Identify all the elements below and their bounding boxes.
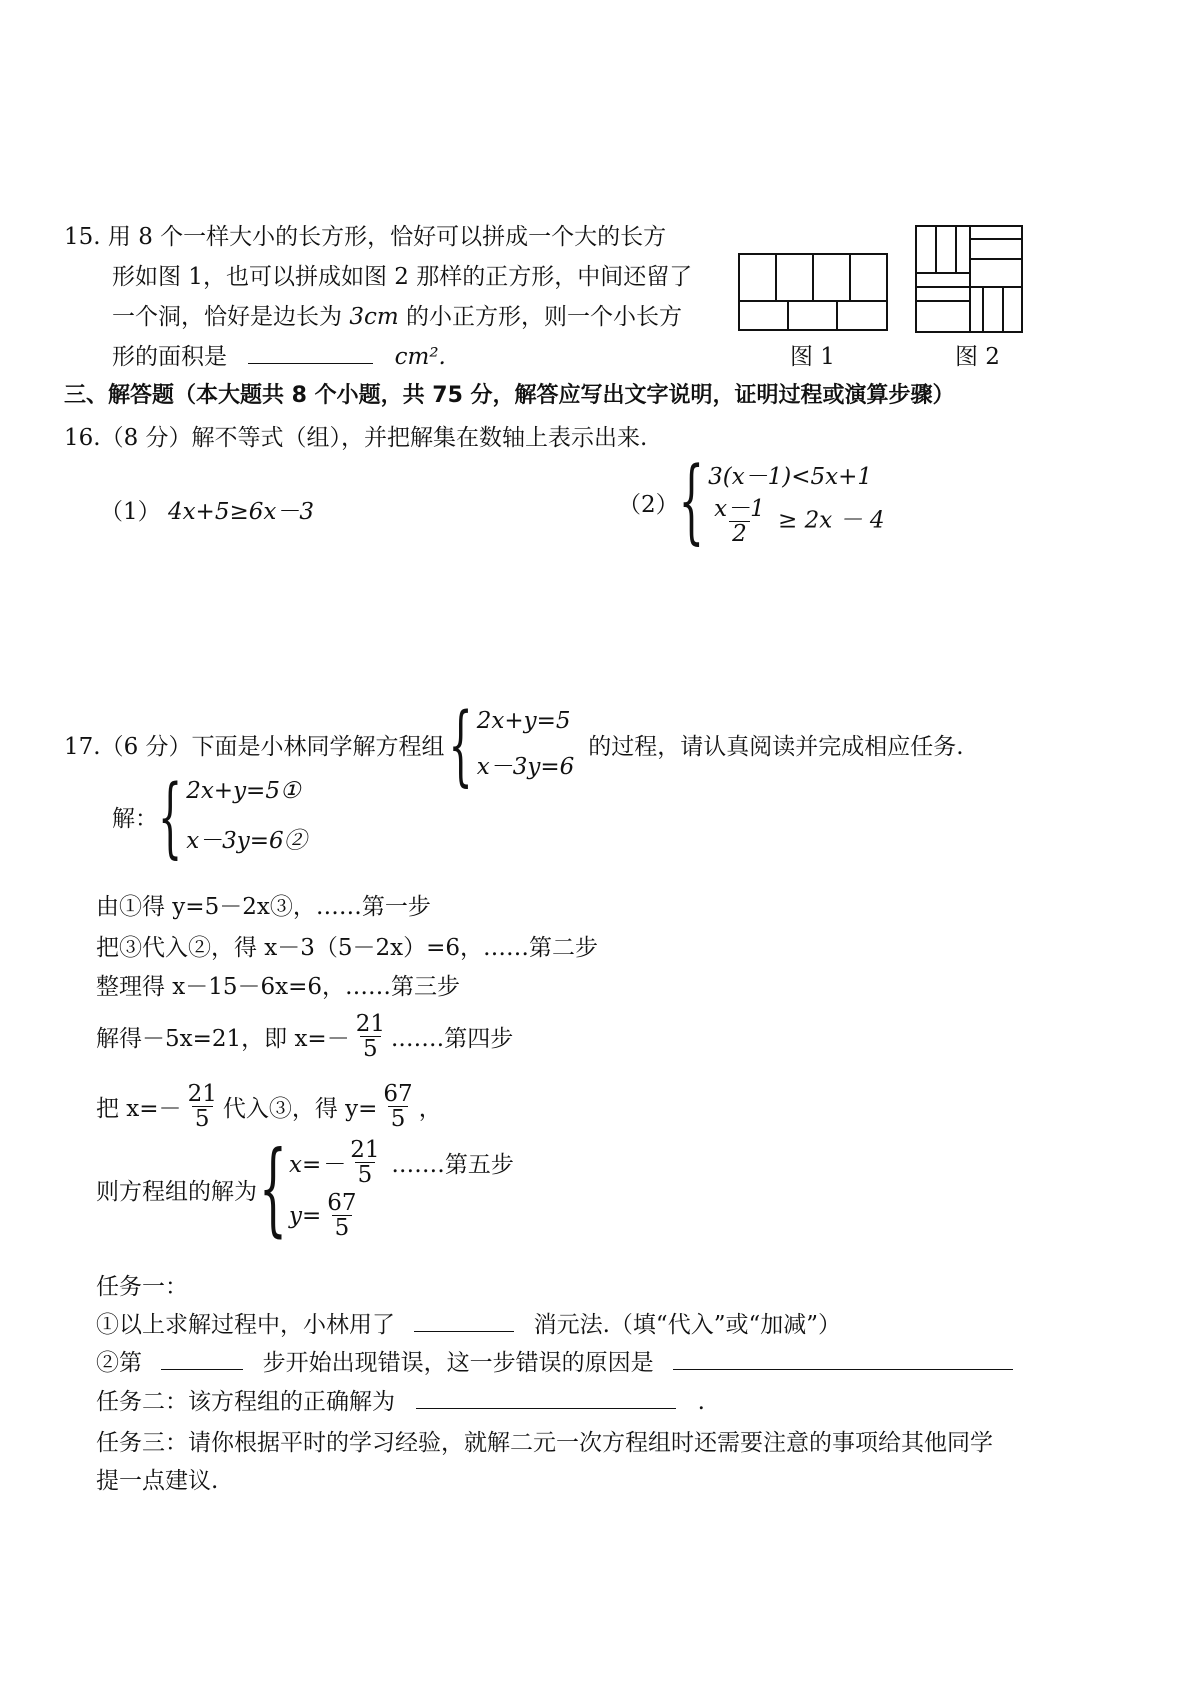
- q17-task1-q2-reason-blank[interactable]: [673, 1347, 1013, 1370]
- q15-text-3c: 的小正方形，则一个小长方: [405, 304, 682, 330]
- q17-step3: 整理得 x－15－6x=6，……第三步: [96, 974, 461, 1000]
- figure-2-diagram: [915, 225, 1025, 335]
- q17-step5-x-numerator: 21: [187, 1081, 217, 1107]
- q15-text-4: 形的面积是: [112, 344, 227, 370]
- q17-task1-q1-text-b: 消元法.（填“代入”或“加减”）: [533, 1312, 841, 1338]
- q17-step5-text-a: 把 x=－: [96, 1096, 182, 1123]
- q17-task1-q1-text-a: ①以上求解过程中，小林用了: [96, 1312, 395, 1338]
- q17-system-eq1: 2x+y=5: [476, 708, 571, 734]
- q17-answer-y-text: y=: [289, 1202, 322, 1229]
- q16-part2-inequality-2-rest: ≥ 2x － 4: [778, 507, 885, 534]
- q17-step4: [96, 1012, 513, 1061]
- q17-solution-label: 解：: [112, 806, 158, 832]
- q17-heading-text-b: 的过程，请认真阅读并完成相应任务.: [588, 734, 964, 760]
- q17-answer-x-numerator: 21: [350, 1137, 380, 1163]
- figure-2-label: 图 2: [955, 344, 1000, 370]
- q16-part2: [618, 449, 885, 556]
- q17-step5-text-c: ，: [418, 1096, 442, 1123]
- q16-part2-fraction: [711, 497, 768, 546]
- q15-number: 15.: [64, 224, 101, 250]
- q17-step5: [96, 1082, 442, 1131]
- q17-heading-text-a: 17.（6 分）下面是小林同学解方程组: [64, 734, 445, 760]
- section-3-heading: 三、解答题（本大题共 8 个小题，共 75 分，解答应写出文字说明，证明过程或演算步骤）: [64, 383, 955, 408]
- q17-step5-fraction-x: [185, 1082, 220, 1131]
- q17-step4-fraction: [353, 1012, 388, 1061]
- q17-step4-denominator: 5: [360, 1036, 381, 1061]
- q17-system-brace: {: [448, 693, 473, 796]
- q17-step5-text-b: 代入③，得 y=: [222, 1096, 378, 1123]
- q17-step4-tail: .……第四步: [390, 1026, 514, 1053]
- q17-solution-eq1: 2x+y=5①: [186, 778, 301, 804]
- q17-answer-y: [289, 1191, 514, 1240]
- q17-task1-q2-text-a: ②第: [96, 1350, 142, 1376]
- q17-step2: 把③代入②，得 x－3（5－2x）=6，……第二步: [96, 935, 599, 961]
- q16-part2-label: （2）: [618, 491, 679, 518]
- q17-answer-label: 则方程组的解为: [96, 1178, 257, 1205]
- q17-task1-q2-step-blank[interactable]: [161, 1347, 243, 1370]
- q17-task2-period: .: [697, 1389, 705, 1415]
- q17-task2: [96, 1383, 705, 1416]
- q16-fraction-numerator: x－1: [714, 496, 765, 522]
- q17-task1-q2: [96, 1344, 1013, 1377]
- figure-1-diagram: [738, 253, 890, 333]
- q17-step4-text: 解得－5x=21，即 x=－: [96, 1026, 350, 1053]
- q17-answer-y-fraction: [324, 1191, 359, 1240]
- q17-system-eq2: x－3y=6: [476, 754, 575, 780]
- q17-answer-tail: .……第五步: [391, 1152, 514, 1179]
- q17-step5-x-denominator: 5: [192, 1106, 213, 1131]
- q17-task1-q1: [96, 1306, 841, 1339]
- q15-side-length: 3cm: [349, 304, 399, 330]
- q17-task3: 任务三：请你根据平时的学习经验，就解二元一次方程组时还需要注意的事项给其他同学: [96, 1430, 993, 1456]
- q16-part2-inequality-1: 3(x－1)<5x+1: [708, 464, 873, 490]
- q17-answer-system: [96, 1130, 514, 1248]
- q16-heading: 16.（8 分）解不等式（组），并把解集在数轴上表示出来.: [64, 425, 648, 451]
- q17-task1-heading: 任务一：: [96, 1274, 188, 1300]
- q17-solution-brace: {: [158, 765, 183, 868]
- q17-task2-blank[interactable]: [416, 1386, 676, 1409]
- q15-text-1: 用 8 个一样大小的长方形，恰好可以拼成一个大的长方: [107, 224, 667, 250]
- q17-task1-q2-text-b: 步开始出现错误，这一步错误的原因是: [262, 1350, 654, 1376]
- q17-step5-fraction-y: [380, 1082, 415, 1131]
- q17-step5-y-numerator: 67: [383, 1081, 413, 1107]
- q16-part2-inequality-2: [708, 497, 884, 546]
- q17-answer-y-numerator: 67: [327, 1190, 357, 1217]
- q17-task1-q1-blank[interactable]: [414, 1309, 514, 1332]
- figure-1-label: 图 1: [790, 344, 835, 370]
- q17-task3-line2: 提一点建议.: [96, 1468, 219, 1494]
- q16-part1: [100, 493, 314, 526]
- q15-answer-blank[interactable]: [248, 341, 373, 364]
- q17-answer-x-denominator: 5: [355, 1162, 376, 1187]
- q15-unit: cm².: [394, 344, 446, 370]
- q17-task2-text: 任务二：该方程组的正确解为: [96, 1389, 395, 1415]
- q15-line2: 形如图 1，也可以拼成如图 2 那样的正方形，中间还留了: [112, 264, 693, 290]
- q17-step1: 由①得 y=5－2x③，……第一步: [96, 894, 431, 920]
- q16-part1-label: （1）: [100, 499, 161, 525]
- q15-line3: [112, 298, 682, 331]
- q17-step5-y-denominator: 5: [388, 1106, 409, 1131]
- q17-solution-system: [112, 765, 307, 868]
- q17-answer-x-fraction: [347, 1138, 382, 1187]
- q15-line1: [64, 218, 666, 251]
- q17-answer-y-denominator: 5: [332, 1215, 353, 1240]
- q16-part1-inequality: 4x+5≥6x－3: [167, 499, 314, 525]
- q17-step4-numerator: 21: [355, 1011, 385, 1037]
- q17-answer-x-text: x=－: [289, 1152, 345, 1179]
- q15-text-3a: 一个洞，恰好是边长为: [112, 304, 342, 330]
- q17-solution-eq2: x－3y=6②: [186, 828, 307, 854]
- q16-system-brace: {: [678, 449, 705, 556]
- q17-answer-brace: {: [259, 1130, 287, 1248]
- q15-line4: [112, 338, 446, 371]
- q17-answer-x: [289, 1138, 514, 1187]
- q16-fraction-denominator: 2: [729, 521, 750, 546]
